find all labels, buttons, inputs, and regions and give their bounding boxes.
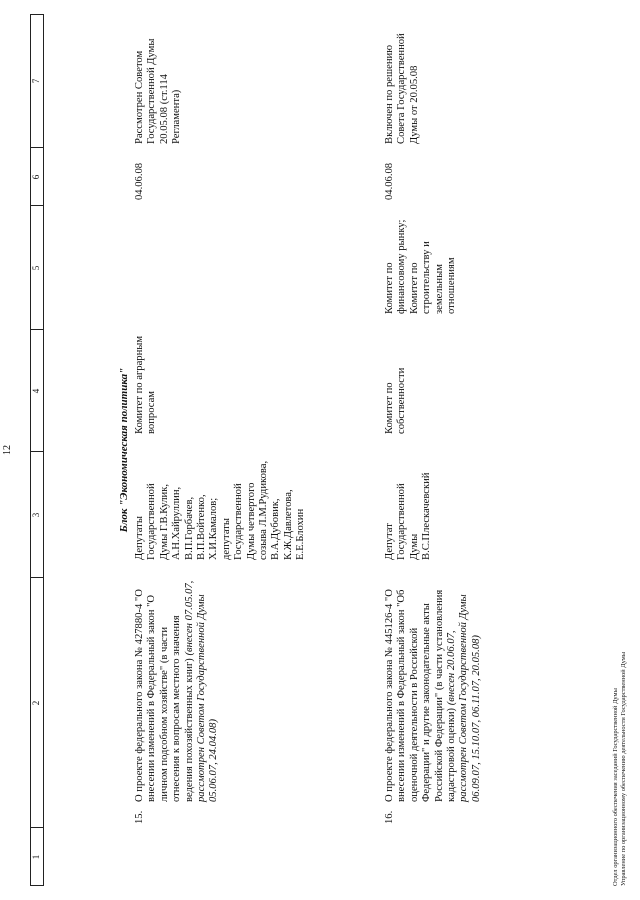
column-divider: [30, 147, 44, 148]
row-15-title-text: О проекте федерального закона № 427880-4 "О внесении изменений в Федеральный закон "О личном подсобном хозяйстве" (в части отнесения к вопросам местного значения ведения похозяйственных книг): [134, 589, 195, 802]
row-15-note: (внесен 07.05.07, рассмотрен Советом Государственной Думы 05.06.07, 24.04.08): [183, 580, 220, 802]
row-15-authors: Депутаты Государственной Думы Г.В.Кулик, А.Н.Хайруллин, В.П.Горбачев, В.П.Войтенко, Х.И.Камалов; депутаты Государственной Думы четвертого созыва Л.М.Рудикова, В.А.Дубовик, К.Ж.Давлетова, Е.Е.Блохин: [134, 460, 307, 560]
page-number: 12: [2, 445, 13, 455]
row-16-title: [384, 580, 483, 802]
row-15-responsible-committee: Комитет по аграрным вопросам: [134, 335, 158, 434]
row-15-date: 04.06.08: [134, 162, 145, 200]
footer-line-1: Отдел организационного обеспечения заседаний Государственной Думы: [612, 688, 619, 886]
row-16-responsible-committee: Комитет по собственности: [384, 367, 408, 434]
column-header-6: 6: [31, 174, 41, 180]
row-15-number: 15.: [134, 810, 145, 824]
column-header-1: 1: [31, 854, 41, 860]
column-divider: [30, 827, 44, 828]
column-divider: [30, 205, 44, 206]
footer-line-2: Управление по организационному обеспечению деятельности Государственной Думы: [620, 651, 627, 886]
column-header-5: 5: [31, 265, 41, 271]
row-16-number: 16.: [384, 810, 395, 824]
row-15-status: Рассмотрен Советом Государственной Думы 20.05.08 (ст.114 Регламента): [134, 38, 183, 144]
agenda-table: [30, 14, 620, 886]
column-header-7: 7: [31, 78, 41, 84]
block-title: Блок "Экономическая политика": [118, 367, 130, 533]
row-16-status: Включен по решению Совета Государственной Думы от 20.05.08: [384, 33, 420, 144]
row-16-note: (внесен 20.06.07, рассмотрен Советом Государственной Думы 06.09.07, 15.10.07, 06.11.07, 20.05.08): [446, 594, 482, 802]
row-16-title-text: О проекте федерального закона № 445126-4 "О внесении изменений в Федеральный закон "Об оценочной деятельности в Российской Федерации" и другие законодательные акты Российской Федерации" (в части установления кадастровой оценки): [384, 589, 458, 802]
column-header-2: 2: [31, 700, 41, 706]
column-divider: [30, 329, 44, 330]
column-divider: [30, 577, 44, 578]
row-15-title: [134, 580, 221, 802]
column-header-4: 4: [31, 388, 41, 394]
column-divider: [30, 451, 44, 452]
row-16-authors: Депутат Государственной Думы В.С.Плескачевский: [384, 472, 433, 560]
row-16-date: 04.06.08: [384, 162, 395, 200]
page-footer: [612, 652, 628, 886]
row-16-coexecutor-committees: Комитет по финансовому рынку; Комитет по строительству и земельным отношениям: [384, 219, 458, 314]
column-header-3: 3: [31, 512, 41, 518]
